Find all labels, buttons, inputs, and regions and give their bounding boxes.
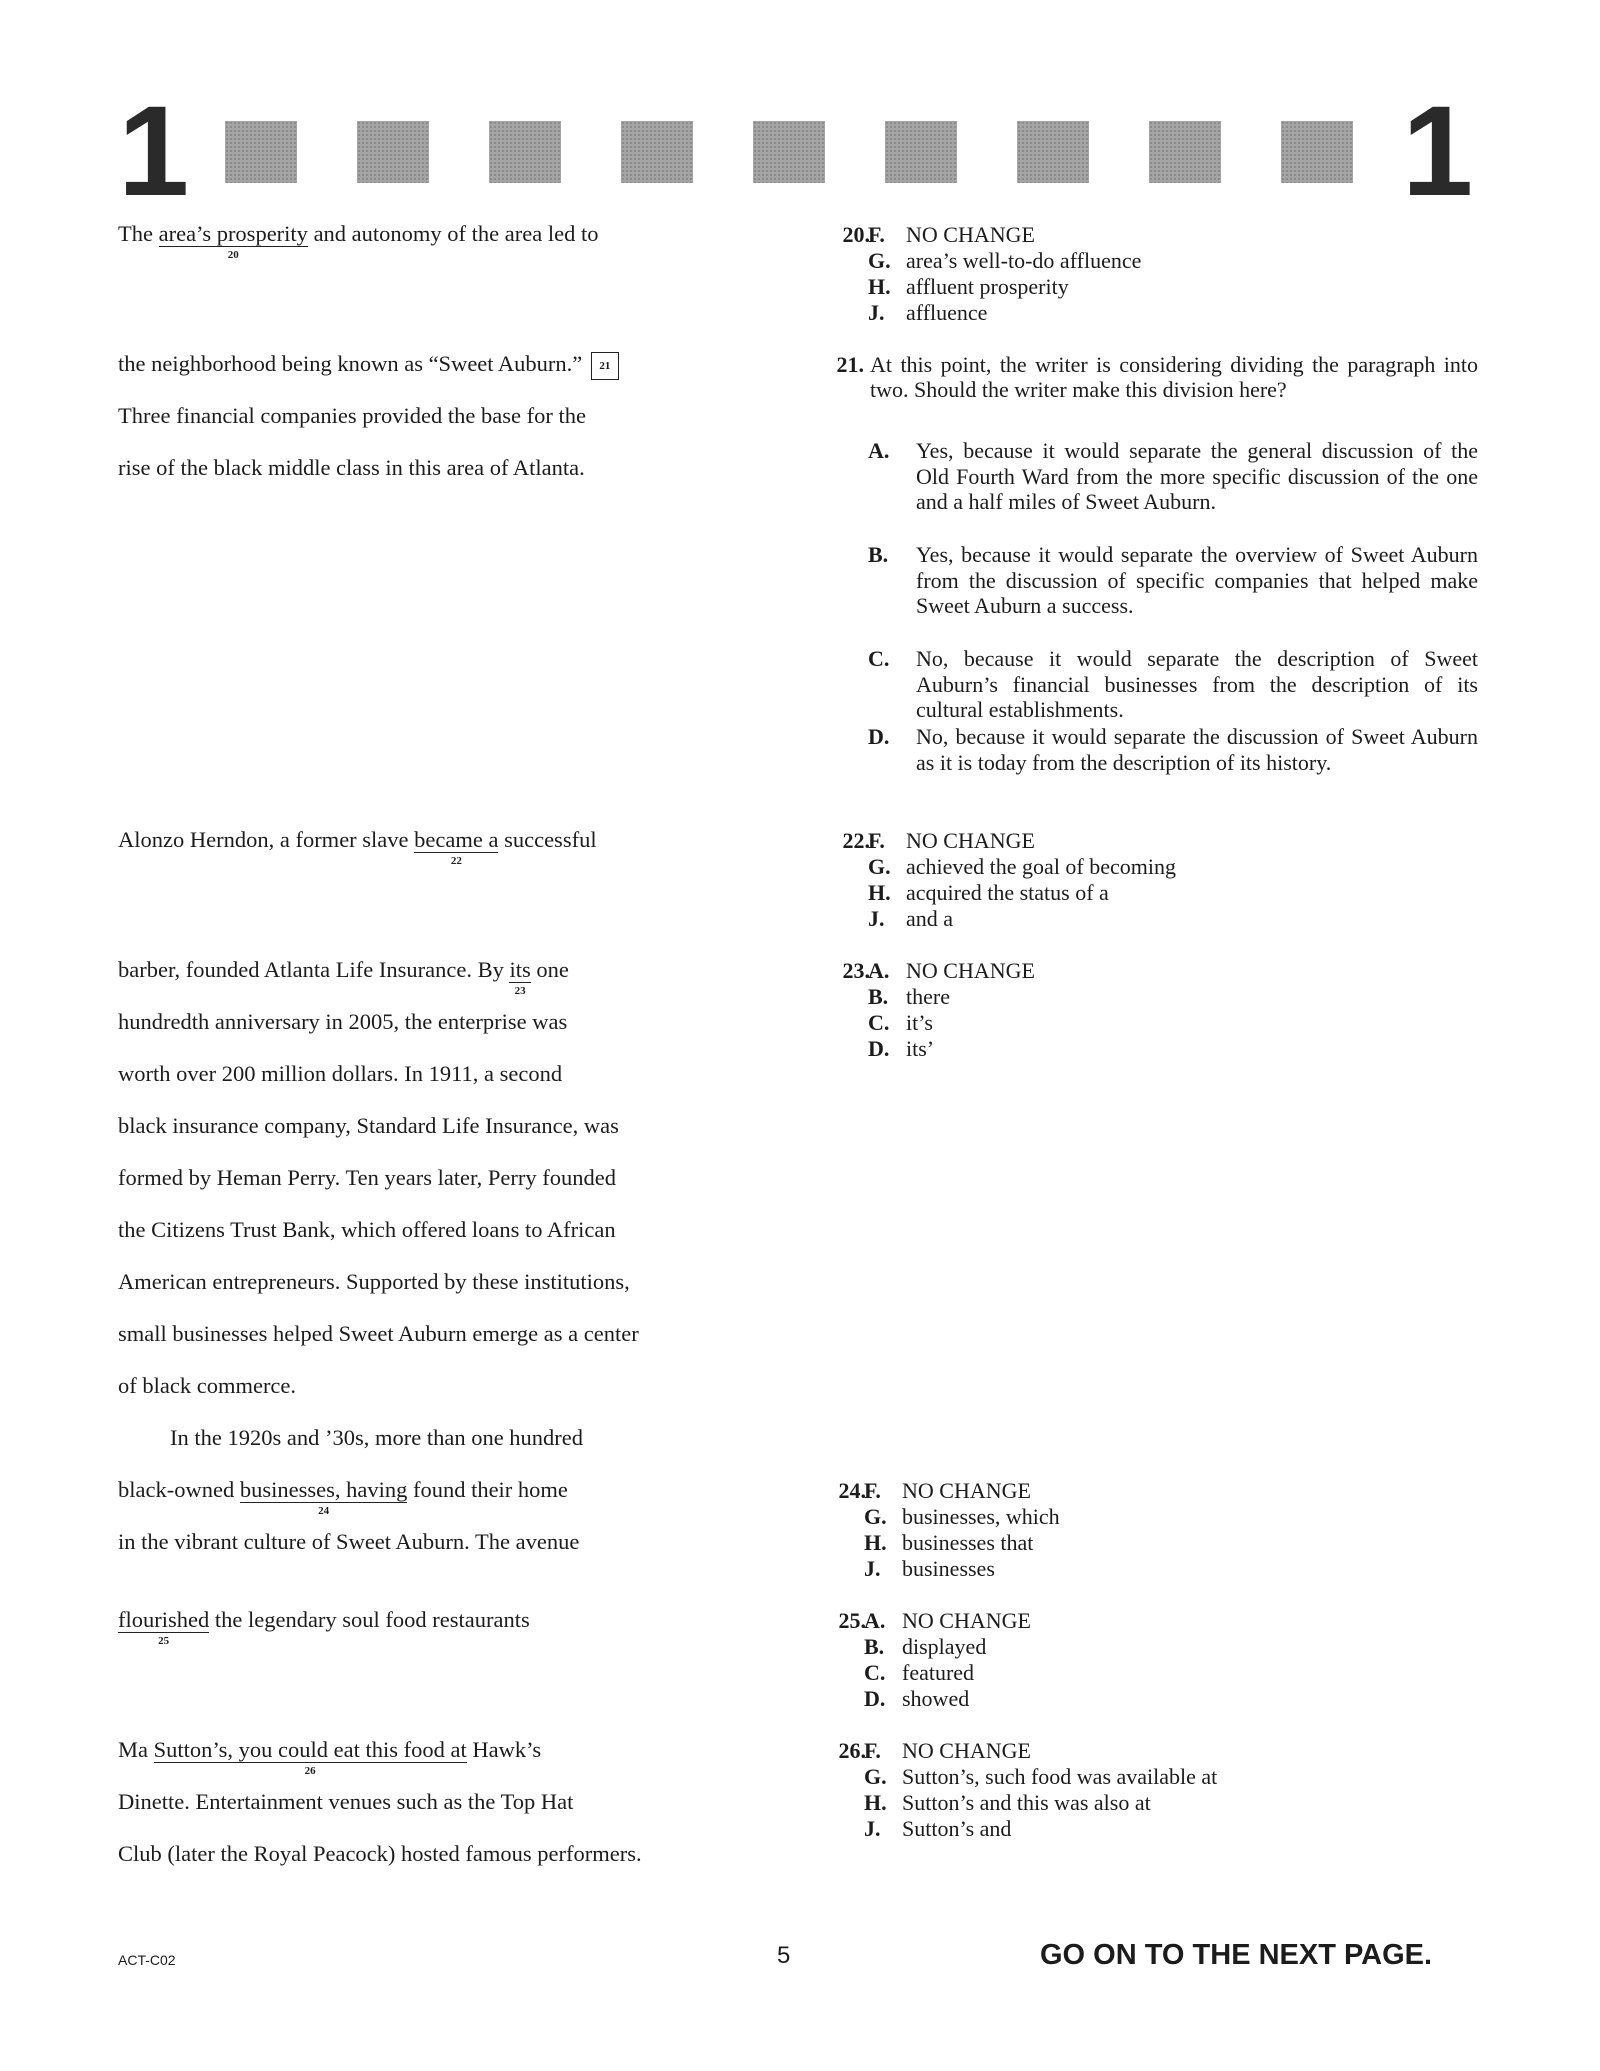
question-ref-number: 25: [158, 1635, 170, 1647]
answer-option[interactable]: J. Sutton’s and: [864, 1816, 1012, 1841]
question-ref-number: 20: [227, 249, 239, 261]
answer-option[interactable]: B. displayed: [864, 1634, 987, 1659]
question-26: 26. F. NO CHANGE G. Sutton’s, such food was available at H. Sutton’s and this was also at J. Sutton’s and: [838, 1738, 1218, 1841]
underlined-portion: area’s prosperity 20: [158, 221, 308, 261]
question-ref-number: 24: [318, 1505, 330, 1517]
passage-line: the neighborhood being known as “Sweet Auburn.” 21: [118, 350, 758, 380]
answer-option[interactable]: D. its’: [868, 1036, 935, 1061]
answer-option[interactable]: F. NO CHANGE: [868, 828, 1035, 853]
passage-line: worth over 200 million dollars. In 1911, a second: [118, 1061, 563, 1086]
passage-line: Three financial companies provided the base for the: [118, 403, 586, 428]
answer-option[interactable]: B. Yes, because it would separate the overview of Sweet Auburn from the discussion of specific companies that helped make Sweet Auburn a success.: [868, 542, 1478, 618]
header-square: [753, 121, 825, 183]
answer-option[interactable]: G. Sutton’s, such food was available at: [864, 1764, 1218, 1789]
header-square: [225, 121, 297, 183]
underlined-portion: Sutton’s, you could eat this food at 26: [153, 1737, 467, 1777]
continue-instruction: GO ON TO THE NEXT PAGE.: [1040, 1939, 1433, 1971]
answer-option[interactable]: J. affluence: [868, 300, 988, 325]
question-stem: At this point, the writer is considering dividing the paragraph into two. Should the writer make this division here?: [870, 352, 1478, 402]
header-square: [1017, 121, 1089, 183]
passage-line: Alonzo Herndon, a former slave became a 22 successful: [118, 827, 597, 867]
header-square: [885, 121, 957, 183]
answer-option[interactable]: A. Yes, because it would separate the general discussion of the Old Fourth Ward from the more specific discussion of the one and a half miles of Sweet Auburn.: [868, 438, 1478, 514]
question-25: 25. A. NO CHANGE B. displayed C. featured D. showed: [838, 1608, 1031, 1711]
underlined-portion: flourished 25: [118, 1607, 210, 1647]
passage-line: black-owned businesses, having 24 found their home: [118, 1477, 568, 1517]
answer-option[interactable]: C. it’s: [868, 1010, 933, 1035]
answer-option[interactable]: H. Sutton’s and this was also at: [864, 1790, 1151, 1815]
passage-line: formed by Heman Perry. Ten years later, Perry founded: [118, 1165, 616, 1190]
answer-option[interactable]: C. No, because it would separate the description of Sweet Auburn’s financial businesses from the description of its cultural establishments.: [868, 646, 1478, 722]
header-square: [1149, 121, 1221, 183]
passage-line: the Citizens Trust Bank, which offered loans to African: [118, 1217, 616, 1242]
underlined-portion: its 23: [509, 957, 531, 997]
passage-line: rise of the black middle class in this area of Atlanta.: [118, 455, 585, 480]
question-ref-number: 23: [514, 985, 526, 997]
answer-option[interactable]: A. NO CHANGE: [864, 1608, 1031, 1633]
passage-line: black insurance company, Standard Life Insurance, was: [118, 1113, 619, 1138]
answer-option[interactable]: C. featured: [864, 1660, 975, 1685]
answer-option[interactable]: G. area’s well-to-do affluence: [868, 248, 1142, 273]
answer-option[interactable]: A. NO CHANGE: [868, 958, 1035, 983]
header-square: [1281, 121, 1353, 183]
answer-option[interactable]: H. businesses that: [864, 1530, 1034, 1555]
answer-option[interactable]: H. affluent prosperity: [868, 274, 1069, 299]
answer-option[interactable]: G. businesses, which: [864, 1504, 1060, 1529]
passage-line: The area’s prosperity 20 and autonomy of the area led to: [118, 221, 599, 261]
passage-line: small businesses helped Sweet Auburn emerge as a center: [118, 1321, 639, 1346]
header-square: [357, 121, 429, 183]
question-ref-number: 22: [450, 855, 462, 867]
form-code: ACT-C02: [118, 1952, 176, 1968]
header-square: [489, 121, 561, 183]
passage-line: in the vibrant culture of Sweet Auburn. The avenue: [118, 1529, 580, 1554]
answer-option[interactable]: D. No, because it would separate the discussion of Sweet Auburn as it is today from the description of its history.: [868, 724, 1478, 775]
underlined-portion: became a 22: [414, 827, 499, 867]
question-ref-number: 26: [304, 1765, 316, 1777]
passage-line: In the 1920s and ’30s, more than one hundred: [170, 1425, 584, 1450]
section-number-right: 1: [1402, 80, 1474, 223]
answer-option[interactable]: F. NO CHANGE: [864, 1478, 1031, 1503]
answer-option[interactable]: B. there: [868, 984, 950, 1009]
answer-option[interactable]: F. NO CHANGE: [868, 222, 1035, 247]
underlined-portion: businesses, having 24: [239, 1477, 408, 1517]
answer-option[interactable]: D. showed: [864, 1686, 970, 1711]
answer-option[interactable]: F. NO CHANGE: [864, 1738, 1031, 1763]
section-number-left: 1: [118, 80, 190, 223]
question-22: 22. F. NO CHANGE G. achieved the goal of becoming H. acquired the status of a J. and a: [842, 828, 1177, 931]
header-square: [621, 121, 693, 183]
passage-line: flourished 25 the legendary soul food restaurants: [118, 1607, 530, 1647]
page-number: 5: [777, 1942, 791, 1969]
passage-line: barber, founded Atlanta Life Insurance. By its 23 one: [118, 957, 569, 997]
passage-line: hundredth anniversary in 2005, the enterprise was: [118, 1009, 568, 1034]
answer-option[interactable]: J. and a: [868, 906, 954, 931]
question-20: 20. F. NO CHANGE G. area’s well-to-do affluence H. affluent prosperity J. affluence: [842, 222, 1142, 325]
question-21: 21. At this point, the writer is considering dividing the paragraph into two. Should the writer make this division here? A. Yes, because it would separate the general discussion of the Old Fourth Ward from the more specific discussion of the one and a half miles of Sweet Auburn. B. Yes, because it would separate the overview of Sweet Auburn from the discussion of specific companies that helped make Sweet Auburn a success. C. No, because it would separate the description of Sweet Auburn’s financial businesses from the description of its cultural establishments. D. No, because it would separate the discussion of Sweet Auburn as it is today from the description of its history.: [818, 352, 1478, 812]
answer-option[interactable]: G. achieved the goal of becoming: [868, 854, 1177, 879]
passage-line: Club (later the Royal Peacock) hosted famous performers.: [118, 1841, 642, 1866]
question-23: 23. A. NO CHANGE B. there C. it’s D. its’: [842, 958, 1035, 1061]
passage-line: Ma Sutton’s, you could eat this food at 26 Hawk’s: [118, 1737, 542, 1777]
passage-line: of black commerce.: [118, 1373, 297, 1398]
answer-option[interactable]: J. businesses: [864, 1556, 995, 1581]
passage-line: Dinette. Entertainment venues such as the Top Hat: [118, 1789, 574, 1814]
passage-line: American entrepreneurs. Supported by these institutions,: [118, 1269, 630, 1294]
question-24: 24. F. NO CHANGE G. businesses, which H. businesses that J. businesses: [838, 1478, 1060, 1581]
answer-option[interactable]: H. acquired the status of a: [868, 880, 1109, 905]
question-box-number: 21: [591, 352, 619, 380]
